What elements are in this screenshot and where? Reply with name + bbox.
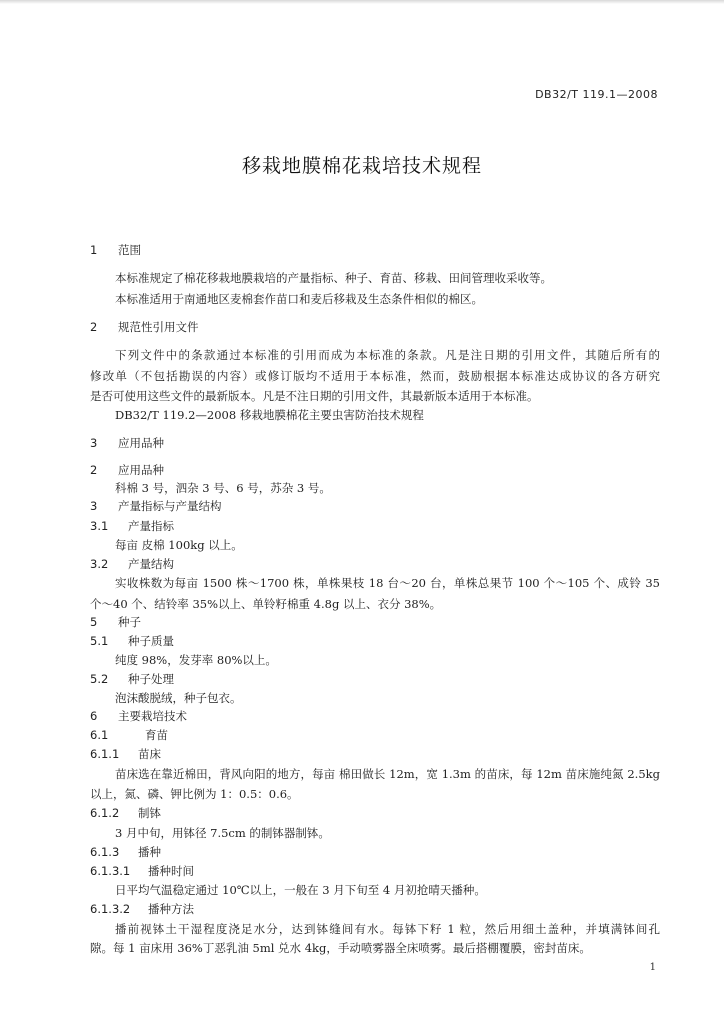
scan-edge xyxy=(0,0,724,4)
section-heading-cultivation: 6 主要栽培技术 xyxy=(90,709,187,723)
paragraph: 本标准规定了棉花移栽地膜栽培的产量指标、种子、育苗、移栽、田间管理收采收等。 xyxy=(115,271,552,285)
subsection-heading-6-1-3: 6.1.3 播种 xyxy=(90,845,161,859)
subsection-heading-6-1: 6.1 育苗 xyxy=(90,728,168,742)
paragraph: 下列文件中的条款通过本标准的引用而成为本标准的条款。凡是注日期的引用文件，其随后所有的 xyxy=(115,348,660,362)
paragraph-continued: 是否可使用这些文件的最新版本。凡是不注日期的引用文件，其最新版本适用于本标准。 xyxy=(90,389,539,403)
section-heading-3: 3 应用品种 xyxy=(90,436,164,450)
section-heading-varieties: 2 应用品种 xyxy=(90,463,164,477)
paragraph: 日平均气温稳定通过 10℃以上，一般在 3 月下旬至 4 月初抢晴天播种。 xyxy=(115,883,486,897)
page-number: 1 xyxy=(649,962,656,973)
section-heading-seed: 5 种子 xyxy=(90,615,141,629)
subsection-heading-5-2: 5.2 种子处理 xyxy=(90,672,174,686)
subsection-heading-3-2: 3.2 产量结构 xyxy=(90,557,174,571)
subsection-heading-3-1: 3.1 产量指标 xyxy=(90,519,174,533)
subsection-heading-5-1: 5.1 种子质量 xyxy=(90,634,174,648)
subsection-heading-6-1-2: 6.1.2 制钵 xyxy=(90,806,161,820)
paragraph: 每亩 皮棉 100kg 以上。 xyxy=(115,538,243,552)
paragraph: 播前视钵土干湿程度浇足水分，达到钵缝间有水。每钵下籽 1 粒，然后用细土盖种，并填满钵间孔 xyxy=(115,922,660,936)
paragraph-continued: 修改单（不包括勘误的内容）或修订版均不适用于本标准，然而，鼓励根据本标准达成协议的各方研究 xyxy=(90,369,660,383)
paragraph-continued: 个～40 个、结铃率 35%以上、单铃籽棉重 4.8g 以上、衣分 38%。 xyxy=(90,597,442,611)
paragraph-continued: 以上，氮、磷、钾比例为 1：0.5：0.6。 xyxy=(90,787,299,801)
paragraph: 本标准适用于南通地区麦棉套作苗口和麦后移栽及生态条件相似的棉区。 xyxy=(115,292,483,306)
paragraph: 苗床选在靠近棉田，背风向阳的地方，每亩 棉田做长 12m，宽 1.3m 的苗床，每 12m 苗床施纯氮 2.5kg xyxy=(115,767,660,781)
paragraph-continued: 隙。每 1 亩床用 36%丁恶乳油 5ml 兑水 4kg，手动喷雾器全床喷雾。最后搭棚覆膜，密封苗床。 xyxy=(90,941,591,955)
paragraph: 科棉 3 号，泗杂 3 号、6 号，苏杂 3 号。 xyxy=(115,481,331,495)
normative-reference: DB32/T 119.2—2008 移栽地膜棉花主要虫害防治技术规程 xyxy=(115,408,424,422)
document-title: 移栽地膜棉花栽培技术规程 xyxy=(241,155,482,177)
section-heading-yield: 3 产量指标与产量结构 xyxy=(90,499,222,513)
paragraph: 3 月中旬，用钵径 7.5cm 的制钵器制钵。 xyxy=(115,826,330,840)
paragraph: 泡沫酸脱绒，种子包衣。 xyxy=(115,691,242,705)
paragraph: 纯度 98%，发芽率 80%以上。 xyxy=(115,653,277,667)
section-heading-1: 1 范围 xyxy=(90,243,141,257)
subsection-heading-6-1-3-2: 6.1.3.2 播种方法 xyxy=(90,902,194,916)
section-heading-2: 2 规范性引用文件 xyxy=(90,320,199,334)
subsection-heading-6-1-1: 6.1.1 苗床 xyxy=(90,747,161,761)
standard-code: DB32/T 119.1—2008 xyxy=(535,88,658,101)
paragraph: 实收株数为每亩 1500 株～1700 株，单株果枝 18 台～20 台，单株总果节 100 个～105 个、成铃 35 xyxy=(115,576,660,590)
subsection-heading-6-1-3-1: 6.1.3.1 播种时间 xyxy=(90,864,194,878)
